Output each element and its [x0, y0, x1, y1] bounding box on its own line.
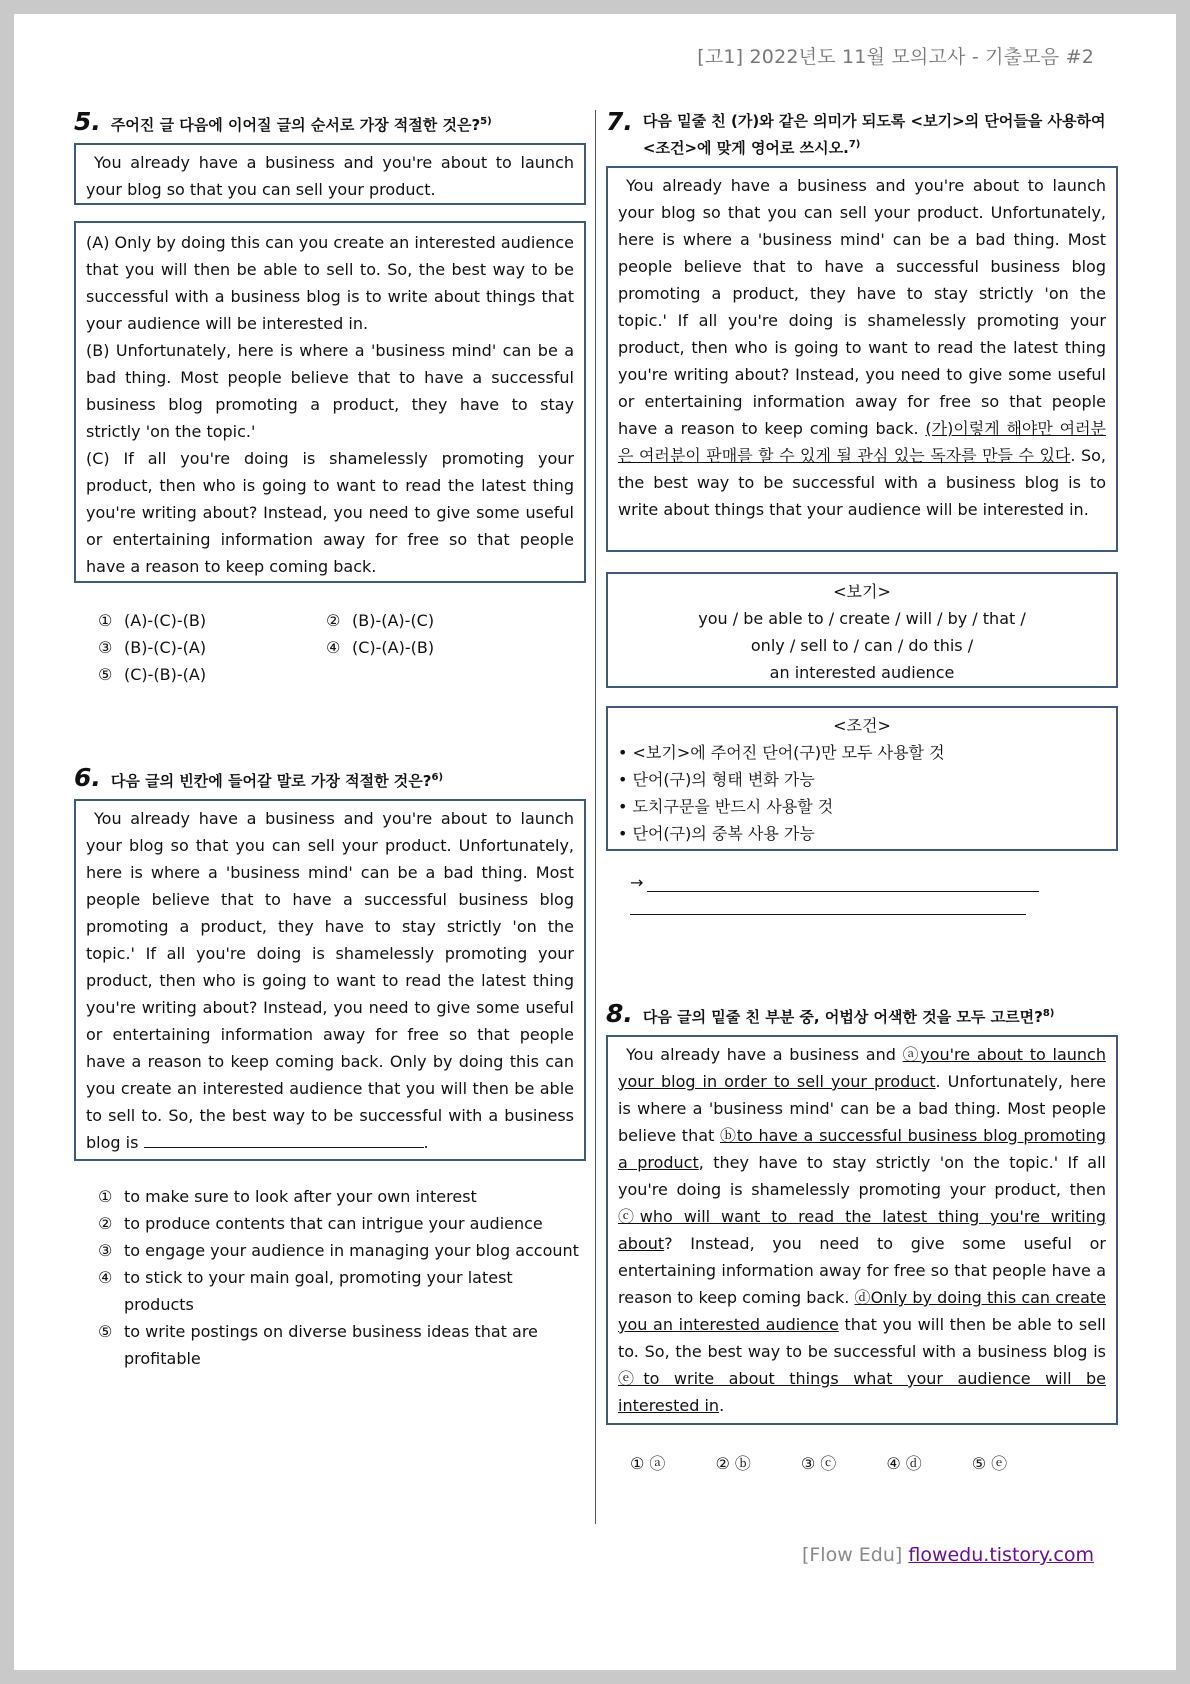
choice-item[interactable]: ④ ⓓ: [886, 1454, 922, 1473]
answer-blank: [144, 1133, 424, 1148]
condition-item: • 단어(구)의 형태 변화 가능: [618, 770, 815, 789]
choice-item[interactable]: ② to produce contents that can intrigue your audience: [98, 1214, 543, 1233]
question-7-answer-area: [606, 873, 1118, 915]
choice-item[interactable]: ② ⓑ: [715, 1454, 751, 1473]
answer-line[interactable]: [630, 873, 1118, 892]
choice-item[interactable]: ① ⓐ: [630, 1454, 666, 1473]
question-7-number: 7.: [606, 107, 633, 136]
choice-item[interactable]: ③ (B)-(C)-(A): [98, 638, 207, 657]
question-5-number: 5.: [74, 107, 101, 136]
question-8-passage-text: You already have a business and ⓐyou're about to launch your blog in order to sell your product. Unfortunately, here is where a 'business mind' can be a bad thing. Most people believe that ⓑto have a successful business blog promoting a product, they have to stay strictly 'on the topic.' If all you're doing is shamelessly promoting your product, then ⓒwho will want to read the latest thing you're writing about? Instead, you need to give some useful or entertaining information away for free so that people have a reason to keep coming back. ⓓOnly by doing this can create you an interested audience that you will then be able to sell to. So, the best way to be successful with a business blog is ⓔto write about things what your audience will be interested in.: [618, 1045, 1107, 1415]
question-5-heading: [74, 107, 586, 137]
question-5-choices: [74, 607, 586, 688]
question-5-title: 주어진 글 다음에 이어질 글의 순서로 가장 적절한 것은?$^{5)}$: [110, 116, 492, 134]
bogi-box: [606, 572, 1118, 688]
question-8-title: 다음 글의 밑줄 친 부분 중, 어법상 어색한 것을 모두 고르면?$^{8)}$: [642, 1008, 1055, 1026]
underlined-phrase-ga: (가)이렇게 해야만 여러분은 여러분이 판매를 할 수 있게 될 관심 있는 독자를 만들 수 있다: [618, 419, 1107, 465]
question-6: [74, 763, 586, 1372]
underlined-segment-b: ⓑto have a successful business blog promoting a product: [618, 1126, 1106, 1172]
question-5-footnote: 5): [480, 116, 492, 127]
question-6-heading: [74, 763, 586, 793]
right-column: [606, 107, 1118, 1473]
question-5-passage-box: [74, 221, 586, 583]
bogi-line: only / sell to / can / do this /: [750, 636, 974, 655]
question-6-passage-box: [74, 799, 586, 1161]
question-7-passage-text: You already have a business and you're about to launch your blog so that you can sell your product. Unfortunately, here is where a 'business mind' can be a bad thing. Most people believe that to have a successful business blog promoting a product, they have to stay strictly 'on the topic.' If all you're doing is shamelessly promoting your product, then who is going to want to read the latest thing you're writing about? Instead, you need to give some useful or entertaining information away for free so that people have a reason to keep coming back. (가)이렇게 해야만 여러분은 여러분이 판매를 할 수 있게 될 관심 있는 독자를 만들 수 있다. So, the best way to be successful with a business blog is to write about things that your audience will be interested in.: [618, 176, 1107, 519]
column-divider: [595, 110, 596, 1524]
left-column: [74, 107, 586, 1368]
question-5-passage-c: (C) If all you're doing is shamelessly promoting your product, then who is going to want to read the latest thing you're writing about? Instead, you need to give some useful or entertaining information away for free so that people have a reason to keep coming back.: [86, 449, 574, 576]
question-5-passage-a: (A) Only by doing this can you create an interested audience that you will then be able to sell to. So, the best way to be successful with a business blog is to write about things that your audience will be interested in.: [86, 233, 574, 333]
choice-item[interactable]: ⑤ ⓔ: [971, 1454, 1008, 1473]
question-8-heading: [606, 999, 1118, 1029]
question-7-passage-box: [606, 166, 1118, 552]
page: [14, 14, 1176, 1670]
bogi-line: you / be able to / create / will / by / that /: [698, 609, 1026, 628]
question-5-given-box: [74, 143, 586, 205]
question-5-passage-b: (B) Unfortunately, here is where a 'business mind' can be a bad thing. Most people believe that to have a successful business blog promoting a product, they have to stay strictly 'on the topic.': [86, 341, 574, 441]
question-6-number: 6.: [74, 763, 101, 792]
underlined-segment-a: ⓐyou're about to launch your blog in order to sell your product: [618, 1045, 1106, 1091]
choice-item[interactable]: ② (B)-(A)-(C): [326, 611, 435, 630]
question-8-number: 8.: [606, 999, 633, 1028]
condition-box: [606, 706, 1118, 851]
condition-item: • 단어(구)의 중복 사용 가능: [618, 824, 815, 843]
question-8-passage-box: [606, 1035, 1118, 1425]
question-6-title: 다음 글의 빈칸에 들어갈 말로 가장 적절한 것은?$^{6)}$: [110, 772, 444, 790]
footer-link[interactable]: flowedu.tistory.com: [908, 1544, 1094, 1566]
page-header-title: [고1] 2022년도 11월 모의고사 - 기출모음 #2: [697, 46, 1094, 68]
question-7: [606, 107, 1118, 915]
footer-brand: [Flow Edu]: [801, 1544, 903, 1566]
choice-item[interactable]: ⑤ to write postings on diverse business ideas that are profitable: [98, 1322, 538, 1368]
underlined-segment-e: ⓔto write about things what your audience will be interested in: [618, 1369, 1106, 1415]
choice-item[interactable]: ① to make sure to look after your own interest: [98, 1187, 477, 1206]
choice-item[interactable]: ⑤ (C)-(B)-(A): [98, 665, 207, 684]
condition-item: • <보기>에 주어진 단어(구)만 모두 사용할 것: [618, 743, 945, 762]
choice-item[interactable]: ③ to engage your audience in managing your blog account: [98, 1241, 579, 1260]
underlined-segment-d: ⓓOnly by doing this can create you an interested audience: [618, 1288, 1106, 1334]
question-6-choices: [74, 1183, 586, 1372]
question-7-heading: [606, 107, 1118, 160]
underlined-segment-c: ⓒwho will want to read the latest thing you're writing about: [618, 1207, 1106, 1253]
arrow-icon: →: [630, 873, 644, 892]
question-6-passage-text: You already have a business and you're about to launch your blog so that you can sell your product. Unfortunately, here is where a 'business mind' can be a bad thing. Most people believe that to have a successful business blog promoting a product, they have to stay strictly 'on the topic.' If all you're doing is shamelessly promoting your product, then who is going to want to read the latest thing you're writing about? Instead, you need to give some useful or entertaining information away for free so that people have a reason to keep coming back. Only by doing this can you create an interested audience that you will then be able to sell to. So, the best way to be successful with a business blog is .: [86, 809, 574, 1152]
question-8: [606, 999, 1118, 1474]
question-6-footnote: 6): [431, 772, 444, 783]
answer-line[interactable]: [630, 892, 1026, 915]
question-7-footnote: 7): [848, 139, 861, 150]
question-5: [74, 107, 586, 688]
question-8-footnote: 8): [1042, 1008, 1055, 1019]
question-8-choices: [606, 1451, 1118, 1474]
choice-item[interactable]: ① (A)-(C)-(B): [98, 611, 207, 630]
choice-item[interactable]: ④ to stick to your main goal, promoting your latest products: [98, 1268, 513, 1314]
page-footer: [802, 1544, 1094, 1566]
choice-item[interactable]: ④ (C)-(A)-(B): [326, 638, 435, 657]
bogi-title: <보기>: [833, 582, 891, 601]
question-7-title: 다음 밑줄 친 (가)와 같은 의미가 되도록 <보기>의 단어들을 사용하여 <조건>에 맞게 영어로 쓰시오.$^{7)}$: [642, 112, 1106, 157]
condition-item: • 도치구문을 반드시 사용할 것: [618, 797, 834, 816]
choice-item[interactable]: ③ ⓒ: [800, 1454, 837, 1473]
question-5-given-text: You already have a business and you're about to launch your blog so that you can sell your product.: [86, 153, 574, 199]
bogi-line: an interested audience: [769, 663, 955, 682]
condition-title: <조건>: [833, 716, 891, 735]
